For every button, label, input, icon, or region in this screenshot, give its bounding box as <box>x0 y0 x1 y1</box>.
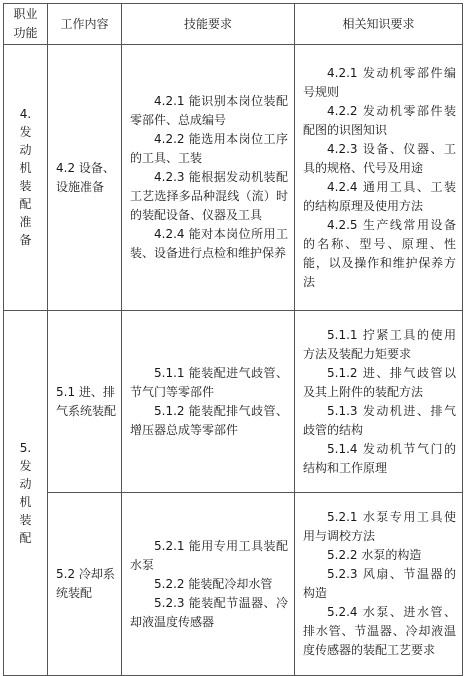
skill-cell <box>122 493 295 676</box>
header-function: 职业 功能 <box>4 4 48 45</box>
knowledge-cell <box>295 45 463 311</box>
table-row <box>4 493 463 676</box>
knowledge-item: 5.1.4 发动机节气门的结构和工作原理 <box>303 441 456 475</box>
skill-requirements-table <box>3 3 463 676</box>
function-cell <box>4 311 48 676</box>
knowledge-item: 5.2.1 水泵专用工具使用与调校方法 <box>303 510 456 543</box>
knowledge-item: 5.1.1 拧紧工具的使用方法及装配力矩要求 <box>303 327 456 361</box>
skill-item: 5.2.3 能装配节温器、冷却液温度传感器 <box>130 595 288 629</box>
skill-item: 5.2.2 能装配冷却水管 <box>154 576 273 591</box>
table-row <box>4 45 463 311</box>
knowledge-cell <box>295 493 463 676</box>
skill-cell <box>122 45 295 311</box>
knowledge-item: 5.1.3 发动机进、排气歧管的结构 <box>303 403 456 437</box>
work-content-cell: 5.1 进、排气系统装配 <box>48 311 122 493</box>
skill-item: 5.2.1 能用专用工具装配水泵 <box>130 538 288 572</box>
function-label: 4.发动机装配准备 <box>19 107 32 247</box>
table-header-row <box>4 4 463 45</box>
skill-item: 4.2.1 能识别本岗位装配零部件、总成编号 <box>130 94 288 127</box>
header-skill-requirements: 技能要求 <box>122 4 295 45</box>
header-knowledge-requirements: 相关知识要求 <box>295 4 463 45</box>
work-content-cell: 5.2 冷却系统装配 <box>48 493 122 676</box>
table-row <box>4 311 463 493</box>
knowledge-item: 5.2.2 水泵的构造 <box>327 548 422 562</box>
knowledge-item: 5.2.4 水泵、进水管、排水管、节温器、冷却液温度传感器的装配工艺要求 <box>303 605 456 657</box>
header-work-content: 工作内容 <box>48 4 122 45</box>
work-content-cell: 4.2 设备、设施准备 <box>48 45 122 311</box>
skill-item: 4.2.3 能根据发动机装配工艺选择多品种混线（流）时的装配设备、仪器及工具 <box>130 170 288 222</box>
knowledge-item: 4.2.1 发动机零部件编号规则 <box>303 65 456 99</box>
knowledge-item: 4.2.4 通用工具、工装的结构原理及使用方法 <box>303 179 456 213</box>
knowledge-item: 4.2.3 设备、仪器、工具的规格、代号及用途 <box>303 141 456 175</box>
knowledge-item: 5.2.3 风扇、节温器的构造 <box>303 567 456 600</box>
function-cell <box>4 45 48 311</box>
skill-item: 4.2.4 能对本岗位所用工装、设备进行点检和维护保养 <box>130 227 288 260</box>
skill-item: 4.2.2 能选用本岗位工序的工具、工装 <box>130 132 288 165</box>
knowledge-item: 5.1.2 进、排气歧管以及其上附件的装配方法 <box>303 365 456 399</box>
skill-item: 5.1.1 能装配进气歧管、节气门等零部件 <box>130 365 288 399</box>
knowledge-cell <box>295 311 463 493</box>
knowledge-item: 4.2.2 发动机零部件装配图的识图知识 <box>303 103 456 137</box>
skill-cell <box>122 311 295 493</box>
knowledge-item: 4.2.5 生产线常用设备的名称、型号、原理、性能，以及操作和维护保养方法 <box>303 217 456 289</box>
function-label: 5.发动机装配 <box>19 440 32 545</box>
skill-item: 5.1.2 能装配排气歧管、增压器总成等零部件 <box>130 403 288 437</box>
